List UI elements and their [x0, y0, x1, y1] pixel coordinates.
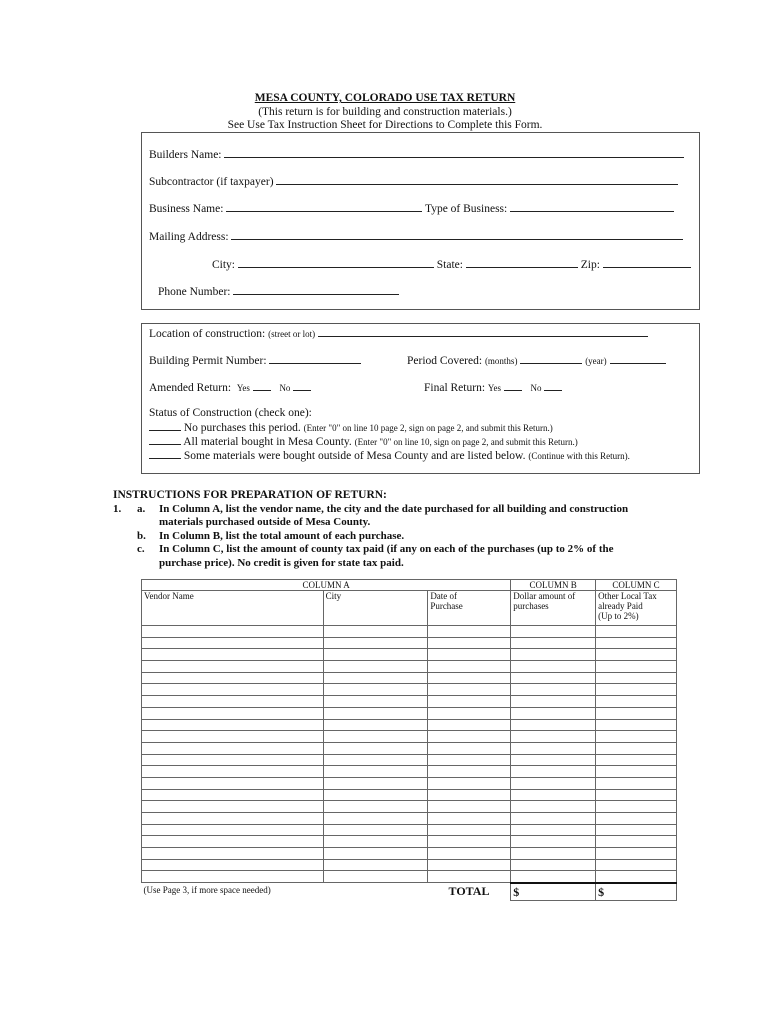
- table-row: [142, 684, 677, 696]
- date-cell[interactable]: [428, 848, 511, 860]
- vendor-name-cell[interactable]: [142, 836, 324, 848]
- vendor-name-cell[interactable]: [142, 707, 324, 719]
- city-cell[interactable]: [323, 637, 428, 649]
- amount-cell[interactable]: [511, 824, 596, 836]
- total-amount-dollar: $: [513, 884, 520, 899]
- footer-note: (Use Page 3, if more space needed): [143, 885, 271, 896]
- amended-no-field[interactable]: [293, 380, 311, 391]
- form-title: MESA COUNTY, COLORADO USE TAX RETURN: [254, 92, 516, 104]
- city-cell[interactable]: [323, 813, 428, 825]
- amount-cell[interactable]: [511, 871, 596, 883]
- date-cell[interactable]: [428, 672, 511, 684]
- column-a-header: COLUMN A: [142, 580, 511, 591]
- business-name-field[interactable]: [226, 201, 422, 212]
- local-tax-cell[interactable]: [596, 637, 677, 649]
- amount-cell[interactable]: [511, 672, 596, 684]
- mailing-address-label: Mailing Address:: [149, 231, 229, 243]
- local-tax-cell[interactable]: [596, 813, 677, 825]
- location-row: [149, 326, 648, 340]
- final-yes-field[interactable]: [504, 380, 522, 391]
- amount-cell[interactable]: [511, 848, 596, 860]
- year-hint: (year): [585, 356, 607, 366]
- period-row: [407, 353, 666, 367]
- final-yes-label: Yes: [487, 383, 501, 393]
- local-tax-cell[interactable]: [596, 848, 677, 860]
- table-row: [142, 707, 677, 719]
- instruction-c-line2: purchase price). No credit is given for state tax paid.: [159, 557, 404, 569]
- amount-cell[interactable]: [511, 661, 596, 673]
- instruction-b-label: b.: [137, 530, 146, 542]
- local-tax-header-line1: Other Local Tax: [598, 591, 657, 601]
- subcontractor-label: Subcontractor (if taxpayer): [149, 176, 274, 188]
- local-tax-cell[interactable]: [596, 649, 677, 661]
- city-header-text: City: [325, 591, 342, 601]
- status-all-field[interactable]: [149, 434, 181, 445]
- phone-label: Phone Number:: [158, 286, 231, 298]
- column-header-row: [142, 591, 677, 626]
- vendor-name-cell[interactable]: [142, 742, 324, 754]
- city-cell[interactable]: [323, 742, 428, 754]
- vendor-name-cell[interactable]: [142, 766, 324, 778]
- table-row: [142, 859, 677, 871]
- local-tax-cell[interactable]: [596, 719, 677, 731]
- permit-field[interactable]: [269, 353, 361, 364]
- table-row: [142, 754, 677, 766]
- business-row: [149, 201, 674, 215]
- vendor-name-cell[interactable]: [142, 626, 324, 638]
- location-hint: (street or lot): [268, 329, 316, 339]
- location-label: Location of construction:: [149, 328, 266, 340]
- vendor-name-cell[interactable]: [142, 824, 324, 836]
- date-cell[interactable]: [428, 871, 511, 883]
- city-cell[interactable]: [323, 789, 428, 801]
- date-header-line2: Purchase: [430, 601, 463, 611]
- date-header-line1: Date of: [430, 591, 458, 601]
- amended-yes-field[interactable]: [253, 380, 271, 391]
- local-tax-cell[interactable]: [596, 824, 677, 836]
- builders-name-label: Builders Name:: [149, 149, 222, 161]
- city-cell[interactable]: [323, 766, 428, 778]
- amount-cell[interactable]: [511, 637, 596, 649]
- total-tax-cell[interactable]: [596, 883, 677, 901]
- total-tax-dollar: $: [598, 884, 605, 899]
- table-row: [142, 661, 677, 673]
- amount-cell[interactable]: [511, 684, 596, 696]
- total-amount-cell[interactable]: [511, 883, 596, 901]
- local-tax-cell[interactable]: [596, 871, 677, 883]
- instruction-a-label: a.: [137, 503, 146, 515]
- status-none-field[interactable]: [149, 420, 181, 431]
- status-all-label: All material bought in Mesa County.: [183, 436, 352, 448]
- total-label: TOTAL: [448, 884, 490, 899]
- instruction-c-line1: In Column C, list the amount of county tax paid (if any on each of the purchases (up to 2% of the: [159, 543, 614, 555]
- table-row: [142, 696, 677, 708]
- phone-row: [158, 284, 399, 298]
- city-cell[interactable]: [323, 661, 428, 673]
- date-header: [428, 591, 511, 626]
- total-row: [142, 883, 677, 901]
- local-tax-cell[interactable]: [596, 672, 677, 684]
- amount-cell[interactable]: [511, 742, 596, 754]
- purchase-rows: [142, 626, 677, 883]
- vendor-name-cell[interactable]: [142, 731, 324, 743]
- city-cell[interactable]: [323, 707, 428, 719]
- vendor-name-cell[interactable]: [142, 789, 324, 801]
- city-cell[interactable]: [323, 871, 428, 883]
- amount-cell[interactable]: [511, 836, 596, 848]
- city-cell[interactable]: [323, 777, 428, 789]
- instructions-heading: INSTRUCTIONS FOR PREPARATION OF RETURN:: [113, 489, 387, 501]
- builders-name-row: [149, 147, 684, 161]
- date-cell[interactable]: [428, 789, 511, 801]
- vendor-name-header: [142, 591, 324, 626]
- date-cell[interactable]: [428, 684, 511, 696]
- final-row: [424, 380, 562, 394]
- vendor-name-cell[interactable]: [142, 672, 324, 684]
- column-group-header-row: [142, 580, 677, 591]
- amount-header: [511, 591, 596, 626]
- local-tax-cell[interactable]: [596, 696, 677, 708]
- permit-row: [149, 353, 361, 367]
- local-tax-header: [596, 591, 677, 626]
- date-cell[interactable]: [428, 813, 511, 825]
- vendor-name-cell[interactable]: [142, 649, 324, 661]
- vendor-name-cell[interactable]: [142, 813, 324, 825]
- table-row: [142, 777, 677, 789]
- amount-cell[interactable]: [511, 801, 596, 813]
- vendor-name-cell[interactable]: [142, 637, 324, 649]
- local-tax-cell[interactable]: [596, 777, 677, 789]
- date-cell[interactable]: [428, 754, 511, 766]
- status-label: Status of Construction (check one):: [149, 407, 312, 419]
- date-cell[interactable]: [428, 801, 511, 813]
- table-row: [142, 766, 677, 778]
- table-row: [142, 672, 677, 684]
- local-tax-cell[interactable]: [596, 731, 677, 743]
- instruction-number: 1.: [113, 503, 122, 515]
- vendor-name-cell[interactable]: [142, 871, 324, 883]
- amount-cell[interactable]: [511, 707, 596, 719]
- table-row: [142, 637, 677, 649]
- date-cell[interactable]: [428, 707, 511, 719]
- instruction-b-text: In Column B, list the total amount of each purchase.: [159, 530, 405, 542]
- table-row: [142, 836, 677, 848]
- state-label: State:: [436, 259, 463, 271]
- state-field[interactable]: [466, 257, 578, 268]
- status-option-all: [149, 434, 578, 448]
- zip-field[interactable]: [603, 257, 691, 268]
- city-field[interactable]: [238, 257, 434, 268]
- amount-cell[interactable]: [511, 859, 596, 871]
- builders-name-field[interactable]: [224, 147, 684, 158]
- local-tax-cell[interactable]: [596, 707, 677, 719]
- vendor-name-cell[interactable]: [142, 848, 324, 860]
- final-no-label: No: [530, 383, 542, 393]
- city-cell[interactable]: [323, 696, 428, 708]
- local-tax-cell[interactable]: [596, 766, 677, 778]
- city-state-zip-row: [212, 257, 691, 271]
- months-field[interactable]: [520, 353, 582, 364]
- city-cell[interactable]: [323, 672, 428, 684]
- location-field[interactable]: [318, 326, 648, 337]
- amount-cell[interactable]: [511, 649, 596, 661]
- city-cell[interactable]: [323, 649, 428, 661]
- status-none-note: (Enter "0" on line 10 page 2, sign on page 2, and submit this Return.): [303, 423, 553, 433]
- vendor-name-cell[interactable]: [142, 684, 324, 696]
- amended-yes-label: Yes: [236, 383, 250, 393]
- table-row: [142, 813, 677, 825]
- status-option-none: [149, 420, 553, 434]
- instruction-c-label: c.: [137, 543, 145, 555]
- amended-no-label: No: [279, 383, 291, 393]
- city-cell[interactable]: [323, 731, 428, 743]
- table-row: [142, 848, 677, 860]
- vendor-name-cell[interactable]: [142, 777, 324, 789]
- period-label: Period Covered:: [407, 355, 483, 367]
- city-cell[interactable]: [323, 848, 428, 860]
- vendor-name-cell[interactable]: [142, 801, 324, 813]
- subcontractor-row: [149, 174, 678, 188]
- vendor-name-cell[interactable]: [142, 859, 324, 871]
- permit-label: Building Permit Number:: [149, 355, 267, 367]
- total-label-cell: [428, 883, 511, 901]
- status-none-label: No purchases this period.: [183, 422, 301, 434]
- local-tax-cell[interactable]: [596, 684, 677, 696]
- amended-label: Amended Return:: [149, 382, 232, 394]
- subcontractor-field[interactable]: [276, 174, 678, 185]
- date-cell[interactable]: [428, 824, 511, 836]
- amount-cell[interactable]: [511, 789, 596, 801]
- city-cell[interactable]: [323, 859, 428, 871]
- date-cell[interactable]: [428, 649, 511, 661]
- year-field[interactable]: [610, 353, 666, 364]
- construction-info-box: [141, 323, 700, 474]
- form-instruction-note: See Use Tax Instruction Sheet for Directions to Complete this Form.: [227, 119, 543, 131]
- amount-cell[interactable]: [511, 766, 596, 778]
- amount-cell[interactable]: [511, 813, 596, 825]
- instruction-a-line1: In Column A, list the vendor name, the city and the date purchased for all building and construction: [159, 503, 629, 515]
- amount-header-line1: Dollar amount of: [513, 591, 576, 601]
- amount-cell[interactable]: [511, 777, 596, 789]
- local-tax-cell[interactable]: [596, 626, 677, 638]
- city-header: [323, 591, 428, 626]
- amount-cell[interactable]: [511, 754, 596, 766]
- date-cell[interactable]: [428, 731, 511, 743]
- column-c-header: COLUMN C: [596, 580, 677, 591]
- mailing-address-field[interactable]: [231, 229, 683, 240]
- local-tax-header-line3: (Up to 2%): [598, 611, 639, 621]
- status-some-note: (Continue with this Return).: [528, 451, 630, 461]
- city-cell[interactable]: [323, 754, 428, 766]
- business-name-label: Business Name:: [149, 203, 224, 215]
- date-cell[interactable]: [428, 661, 511, 673]
- date-cell[interactable]: [428, 766, 511, 778]
- date-cell[interactable]: [428, 777, 511, 789]
- city-cell[interactable]: [323, 801, 428, 813]
- column-b-header: COLUMN B: [511, 580, 596, 591]
- status-some-label: Some materials were bought outside of Mesa County and are listed below.: [183, 450, 526, 462]
- local-tax-header-line2: already Paid: [598, 601, 643, 611]
- amount-cell[interactable]: [511, 731, 596, 743]
- amount-cell[interactable]: [511, 719, 596, 731]
- local-tax-cell[interactable]: [596, 789, 677, 801]
- date-cell[interactable]: [428, 696, 511, 708]
- date-cell[interactable]: [428, 637, 511, 649]
- months-hint: (months): [484, 356, 518, 366]
- city-cell[interactable]: [323, 824, 428, 836]
- table-row: [142, 719, 677, 731]
- date-cell[interactable]: [428, 836, 511, 848]
- empty-cell: [323, 883, 428, 901]
- zip-label: Zip:: [580, 259, 600, 271]
- amended-row: [149, 380, 311, 394]
- local-tax-cell[interactable]: [596, 801, 677, 813]
- vendor-name-cell[interactable]: [142, 696, 324, 708]
- date-cell[interactable]: [428, 626, 511, 638]
- date-cell[interactable]: [428, 719, 511, 731]
- amount-cell[interactable]: [511, 626, 596, 638]
- vendor-name-header-text: Vendor Name: [144, 591, 194, 601]
- table-row: [142, 742, 677, 754]
- vendor-name-cell[interactable]: [142, 719, 324, 731]
- local-tax-cell[interactable]: [596, 661, 677, 673]
- status-option-some: [149, 448, 630, 462]
- form-subtitle: (This return is for building and construction materials.): [258, 106, 512, 118]
- date-cell[interactable]: [428, 859, 511, 871]
- phone-field[interactable]: [233, 284, 399, 295]
- status-some-field[interactable]: [149, 448, 181, 459]
- local-tax-cell[interactable]: [596, 859, 677, 871]
- table-row: [142, 871, 677, 883]
- local-tax-cell[interactable]: [596, 836, 677, 848]
- type-of-business-label: Type of Business:: [424, 203, 508, 215]
- city-cell[interactable]: [323, 684, 428, 696]
- taxpayer-info-box: [141, 132, 700, 310]
- footer-note-cell: [142, 883, 324, 901]
- city-label: City:: [212, 259, 236, 271]
- status-all-note: (Enter "0" on line 10, sign on page 2, and submit this Return.): [354, 437, 578, 447]
- local-tax-cell[interactable]: [596, 742, 677, 754]
- city-cell[interactable]: [323, 836, 428, 848]
- amount-header-line2: purchases: [513, 601, 549, 611]
- vendor-name-cell[interactable]: [142, 754, 324, 766]
- mailing-address-row: [149, 229, 683, 243]
- table-row: [142, 731, 677, 743]
- type-of-business-field[interactable]: [510, 201, 674, 212]
- final-no-field[interactable]: [544, 380, 562, 391]
- table-row: [142, 801, 677, 813]
- table-row: [142, 824, 677, 836]
- amount-cell[interactable]: [511, 696, 596, 708]
- city-cell[interactable]: [323, 719, 428, 731]
- vendor-name-cell[interactable]: [142, 661, 324, 673]
- city-cell[interactable]: [323, 626, 428, 638]
- purchases-table: [141, 579, 677, 901]
- final-label: Final Return:: [424, 382, 486, 394]
- local-tax-cell[interactable]: [596, 754, 677, 766]
- date-cell[interactable]: [428, 742, 511, 754]
- instruction-a-line2: materials purchased outside of Mesa County.: [159, 516, 371, 528]
- table-row: [142, 626, 677, 638]
- table-row: [142, 649, 677, 661]
- table-row: [142, 789, 677, 801]
